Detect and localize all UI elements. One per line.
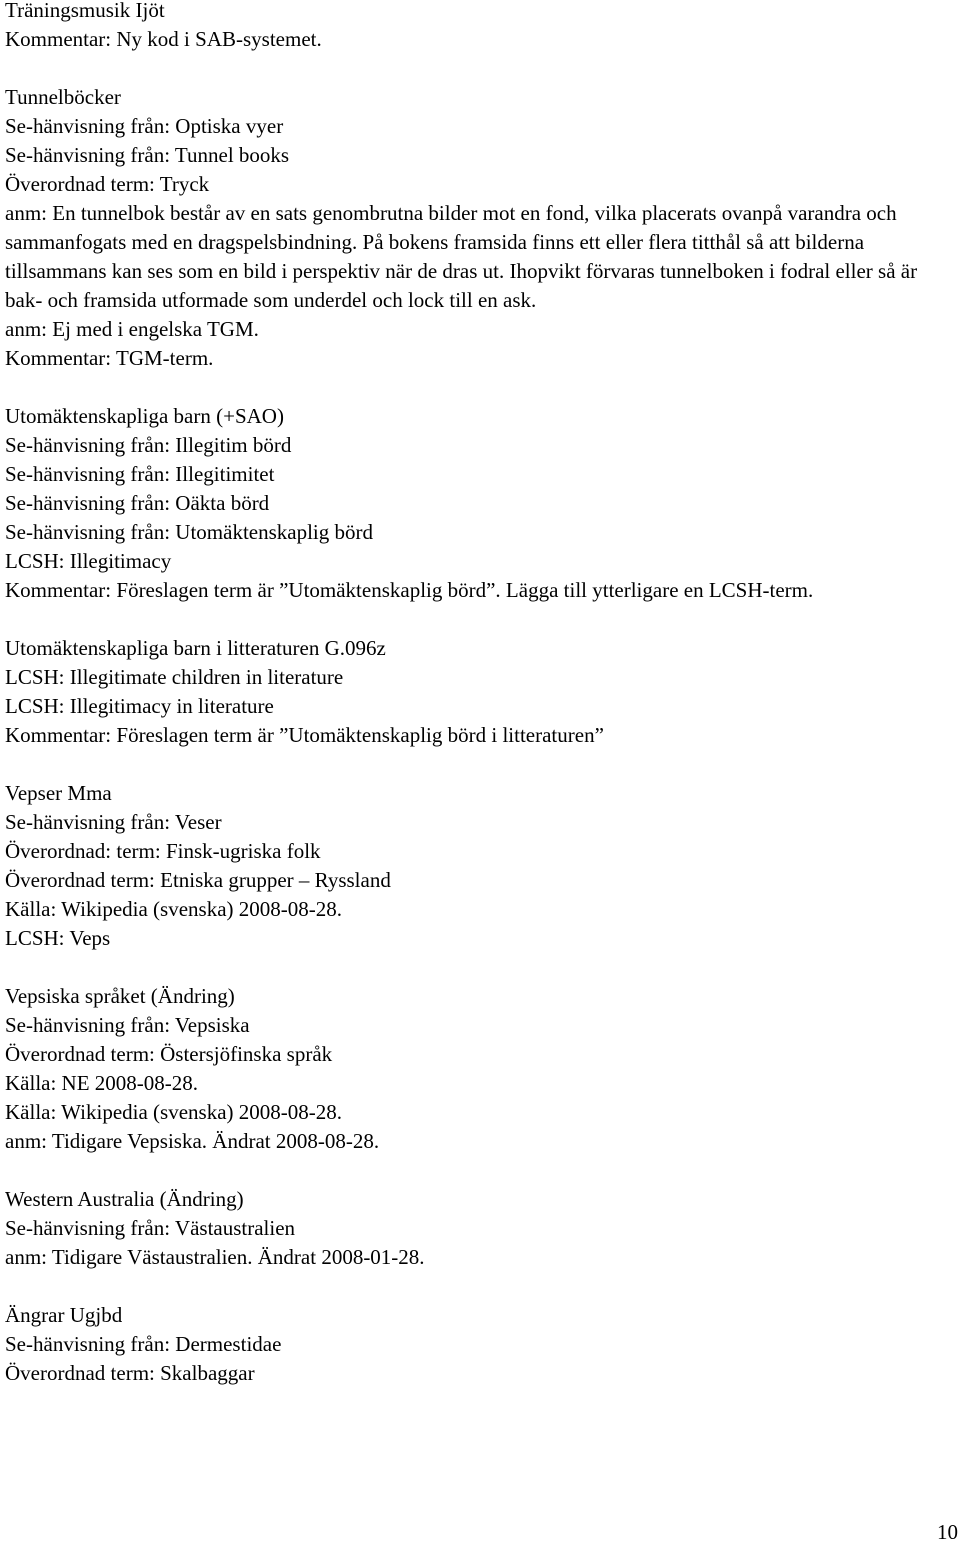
page-number: 10 [937, 1520, 958, 1544]
see-reference-line: Se-hänvisning från: Illegitimitet [5, 462, 275, 486]
comment-line: Kommentar: TGM-term. [5, 346, 214, 370]
entry-vepsiska-spraket [5, 982, 955, 1156]
entry-heading: Träningsmusik Ijöt [5, 0, 165, 22]
entry-heading: Utomäktenskapliga barn (+SAO) [5, 404, 284, 428]
entry-vepser [5, 779, 955, 953]
note-line: anm: Tidigare Vepsiska. Ändrat 2008-08-28. [5, 1129, 380, 1153]
lcsh-line: LCSH: Veps [5, 926, 111, 950]
see-reference-line: Se-hänvisning från: Västaustralien [5, 1216, 296, 1240]
entry-heading: Vepsiska språket (Ändring) [5, 984, 235, 1008]
see-reference-line: Se-hänvisning från: Tunnel books [5, 143, 290, 167]
source-line: Källa: Wikipedia (svenska) 2008-08-28. [5, 1100, 343, 1124]
entry-traningsmusik [5, 0, 955, 54]
entry-western-australia [5, 1185, 955, 1272]
see-reference-line: Se-hänvisning från: Oäkta börd [5, 491, 270, 515]
entry-heading: Ängrar Ugjbd [5, 1303, 123, 1327]
see-reference-line: Se-hänvisning från: Utomäktenskaplig börd [5, 520, 374, 544]
source-line: Källa: Wikipedia (svenska) 2008-08-28. [5, 897, 343, 921]
see-reference-line: Se-hänvisning från: Dermestidae [5, 1332, 282, 1356]
broader-term-line: Överordnad term: Etniska grupper – Ryssland [5, 868, 391, 892]
lcsh-line: LCSH: Illegitimacy in literature [5, 694, 274, 718]
comment-line: Kommentar: Föreslagen term är ”Utomäktenskaplig börd”. Lägga till ytterligare en LCSH-term. [5, 578, 814, 602]
comment-line: Kommentar: Ny kod i SAB-systemet. [5, 27, 322, 51]
note-line: anm: Ej med i engelska TGM. [5, 317, 259, 341]
note-paragraph: anm: En tunnelbok består av en sats genombrutna bilder mot en fond, vilka placerats ovanpå varandra och sammanfogats med en dragspelsbindning. På bokens framsida finns ett eller flera titthål så att bilderna tillsammans kan ses som en bild i perspektiv när de dras ut. Ihopvikt förvaras tunnelboken i fodral eller så är bak- och framsida utformade som underdel och lock till en ask. [5, 201, 923, 312]
entry-utomaktenskapliga-barn-litteraturen [5, 634, 955, 750]
see-reference-line: Se-hänvisning från: Illegitim börd [5, 433, 292, 457]
lcsh-line: LCSH: Illegitimacy [5, 549, 172, 573]
entry-utomaktenskapliga-barn [5, 402, 955, 605]
entry-heading: Vepser Mma [5, 781, 112, 805]
entry-heading: Tunnelböcker [5, 85, 121, 109]
comment-line: Kommentar: Föreslagen term är ”Utomäktenskaplig börd i litteraturen” [5, 723, 604, 747]
entry-tunnelbocker [5, 83, 955, 373]
see-reference-line: Se-hänvisning från: Veser [5, 810, 222, 834]
entry-heading: Utomäktenskapliga barn i litteraturen G.096z [5, 636, 386, 660]
broader-term-line: Överordnad term: Östersjöfinska språk [5, 1042, 333, 1066]
see-reference-line: Se-hänvisning från: Vepsiska [5, 1013, 250, 1037]
broader-term-line: Överordnad: term: Finsk-ugriska folk [5, 839, 321, 863]
broader-term-line: Överordnad term: Skalbaggar [5, 1361, 255, 1385]
source-line: Källa: NE 2008-08-28. [5, 1071, 199, 1095]
note-line: anm: Tidigare Västaustralien. Ändrat 2008-01-28. [5, 1245, 425, 1269]
lcsh-line: LCSH: Illegitimate children in literature [5, 665, 344, 689]
see-reference-line: Se-hänvisning från: Optiska vyer [5, 114, 284, 138]
entry-heading: Western Australia (Ändring) [5, 1187, 244, 1211]
broader-term-line: Överordnad term: Tryck [5, 172, 210, 196]
document-body [5, 0, 955, 1417]
entry-angrar [5, 1301, 955, 1388]
